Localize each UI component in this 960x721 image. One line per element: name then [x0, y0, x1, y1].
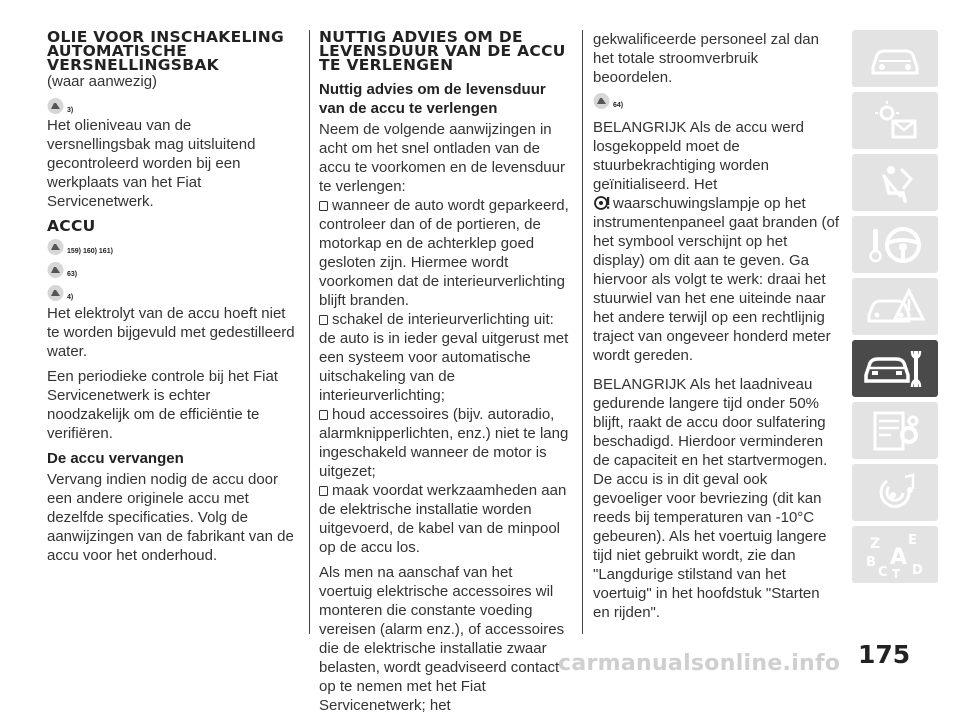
- chapter-sidebar: [852, 30, 938, 588]
- svg-text:C: C: [878, 564, 888, 580]
- checkbox-bullet-icon: [319, 410, 328, 420]
- checkbox-bullet-icon: [319, 201, 328, 211]
- power-steering-warning-icon: [593, 196, 611, 210]
- warning-hand-icon: [47, 261, 64, 279]
- paragraph: Als men na aanschaf van het voertuig elektrische accessoires wil monteren die constante voeding vereisen (alarm enz.), of accessoires die de elektrische installatie zwaar belasten, wordt geadviseerd contact op te nemen met het Fiat Servicenetwerk; het: [319, 564, 565, 714]
- heading-battery-advice: NUTTIG ADVIES OM DE LEVENSDUUR VAN DE ACCU TE VERLENGEN: [319, 28, 566, 74]
- warning-ref: 4): [47, 280, 297, 302]
- tab-safety[interactable]: [852, 154, 938, 211]
- tab-dashboard[interactable]: [852, 30, 938, 87]
- warning-lights-icon: [865, 99, 925, 143]
- svg-text:D: D: [912, 562, 923, 578]
- column-3: [593, 30, 840, 628]
- svg-text:B: B: [866, 554, 876, 570]
- heading-gearbox-oil: OLIE VOOR INSCHAKELING AUTOMATISCHE VERSNELLINGSBAK: [47, 28, 284, 74]
- paragraph: Neem de volgende aanwijzingen in acht om het snel ontladen van de accu te voorkomen en de levensduur te verlengen:: [319, 121, 565, 195]
- svg-text:A: A: [890, 544, 908, 570]
- warning-ref: 63): [47, 257, 297, 279]
- tab-warning-lights[interactable]: [852, 92, 938, 149]
- technical-data-gears-icon: [865, 409, 925, 453]
- car-dashboard-icon: [865, 39, 925, 79]
- svg-text:T: T: [892, 566, 901, 580]
- warning-ref: 159) 160) 161): [47, 234, 297, 256]
- index-letters-icon: [862, 530, 928, 580]
- multimedia-icon: [865, 471, 925, 515]
- subheading-battery-advice: Nuttig advies om de levensduur van de accu te verlengen: [319, 81, 546, 117]
- tab-starting-driving[interactable]: [852, 216, 938, 273]
- column-2: [319, 30, 569, 721]
- list-item: houd accessoires (bijv. autoradio, alarmknipperlichten, enz.) niet te lang ingeschakeld wanneer de motor is uitgezet;: [319, 406, 569, 480]
- paragraph: Het olieniveau van de versnellingsbak mag uitsluitend gecontroleerd worden bij een werkplaats van het Fiat Servicenetwerk.: [47, 117, 256, 210]
- column-divider: [309, 30, 310, 634]
- paragraph: gekwalificeerde personeel zal dan het totale stroomverbruik beoordelen.: [593, 31, 819, 86]
- list-item: schakel de interieurverlichting uit: de auto is in ieder geval uitgerust met een systeem voor automatische uitschakeling van de interieurverlichting;: [319, 311, 569, 404]
- list-item: wanneer de auto wordt geparkeerd, controleer dan of de portieren, de motorkap en de achterklep goed gesloten zijn. Hiermee wordt voorkomen dat de interieurverlichting blijft branden.: [319, 197, 569, 309]
- paragraph: Het elektrolyt van de accu hoeft niet te worden bijgevuld met gedestilleerd water.: [47, 305, 295, 360]
- heading-battery: ACCU: [47, 217, 96, 235]
- checkbox-bullet-icon: [319, 486, 328, 496]
- paragraph: BELANGRIJK Als de accu werd losgekoppeld moet de stuurbekrachtiging worden geïnitialiseerd. Het waarschuwingslampje op het instrumentenpaneel gaat branden (of het symbool verschijnt op het display) om dit aan te geven. Ga hiervoor als volgt te werk: draai het stuurwiel van het ene uiteinde naar het andere terwijl op een rechtlijnig traject van ongeveer honderd meter wordt gereden.: [593, 119, 840, 364]
- paragraph: Vervang indien nodig de accu door een andere originele accu met dezelfde specificaties. Volg de aanwijzingen van de fabrikant van de accu voor het onderhoud.: [47, 471, 294, 564]
- svg-text:Z: Z: [870, 535, 881, 552]
- list-item: maak voordat werkzaamheden aan de elektrische installatie worden uitgevoerd, de kabel van de minpool op de accu los.: [319, 482, 567, 556]
- car-wrench-icon: [862, 347, 928, 391]
- svg-text:E: E: [908, 532, 917, 548]
- tab-emergency[interactable]: [852, 278, 938, 335]
- tab-multimedia[interactable]: [852, 464, 938, 521]
- breakdown-triangle-icon: [863, 285, 927, 329]
- paragraph: BELANGRIJK Als het laadniveau gedurende langere tijd onder 50% blijft, raakt de accu door sulfatering beschadigd. Hierdoor verminderen de capaciteit en het startvermogen. De accu is in dit geval ook gevoeliger voor bevriezing (dit kan reeds bij temperaturen van -10°C gebeuren). Als het voertuig langere tijd niet gebruikt wordt, zie dan "Langdurige stilstand van het voertuig" in het hoofdstuk "Starten en rijden".: [593, 376, 828, 621]
- warning-ref: 64): [593, 88, 840, 110]
- warning-hand-icon: [47, 238, 64, 256]
- warning-hand-icon: [593, 92, 610, 110]
- checkbox-bullet-icon: [319, 315, 328, 325]
- heading-subtitle: (waar aanwezig): [47, 73, 158, 90]
- airbag-seat-icon: [865, 161, 925, 205]
- column-divider: [582, 30, 583, 634]
- column-1: [47, 30, 297, 571]
- warning-hand-icon: [47, 284, 64, 302]
- warning-ref: 3): [47, 93, 297, 115]
- tab-maintenance[interactable]: [852, 340, 938, 397]
- paragraph: Een periodieke controle bij het Fiat Servicenetwerk is echter noodzakelijk om de efficiëntie te verifiëren.: [47, 368, 278, 442]
- watermark: carmanualsonline.info: [558, 651, 841, 676]
- tab-index[interactable]: [852, 526, 938, 583]
- steering-wheel-icon: [863, 223, 927, 267]
- subheading-battery-replace: De accu vervangen: [47, 450, 184, 467]
- warning-hand-icon: [47, 97, 64, 115]
- tab-technical-data[interactable]: [852, 402, 938, 459]
- page-number: 175: [858, 640, 911, 669]
